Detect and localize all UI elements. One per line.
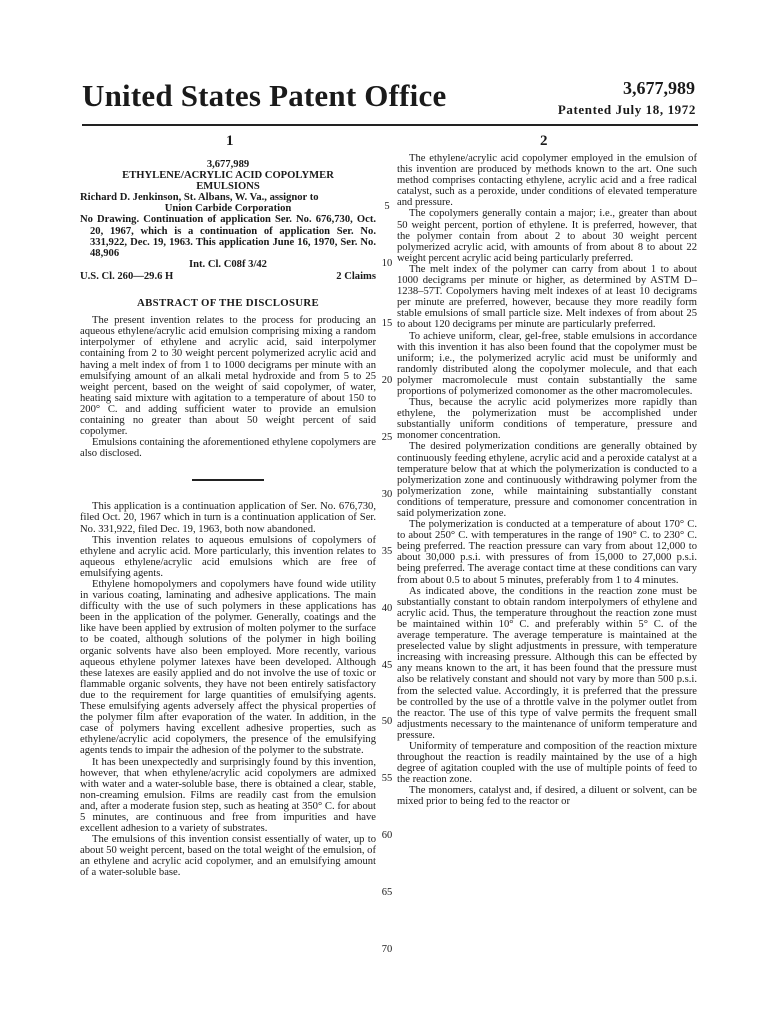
line-number: 60: [381, 830, 393, 841]
line-number: 40: [381, 603, 393, 614]
column-number-right: 2: [540, 133, 548, 149]
body-paragraph: Uniformity of temperature and composition of the reaction mixture throughout the reaction is readily maintained by the use of a high degree of agitation coupled with the use of multiple points of feed to the reaction zone.: [397, 740, 697, 786]
body-paragraph: The emulsions of this invention consist essentially of water, up to about 50 weight percent, based on the total weight of the emulsion, of an ethylene and acrylic acid copolymer, and an emulsifying amount of a water-soluble base.: [80, 834, 376, 879]
line-number: 50: [381, 716, 393, 727]
line-number: 70: [381, 944, 393, 955]
body-paragraph: The melt index of the polymer can carry from about 1 to about 1000 decigrams per minute or higher, as determined by ASTM D–1238–57T. Copolymers having melt indexes of at least 10 decigrams per minute are preferred, however, because they more readily form stable emulsions of small particle size. Melt indexes of from about 25 to about 120 decigrams per minute are particularly preferred.: [397, 263, 697, 331]
line-number: 30: [381, 489, 393, 500]
body-paragraph: This invention relates to aqueous emulsions of copolymers of ethylene and acrylic acid. More particularly, this invention relates to aqueous ethylene/acrylic acid emulsions which are free of emulsifying agents.: [80, 534, 376, 579]
front-us-cl: U.S. Cl. 260—29.6 H: [80, 270, 174, 282]
body-paragraph: It has been unexpectedly and surprisingly found by this invention, however, that when ethylene/acrylic acid copolymers are admixed with water and a water-soluble base, there is obtained a clear, stable, non-creaming emulsion. Films are readily cast from the emulsion and, after a moderate fusion step, such as heating at 350° C. for about 5 minutes, are continuous and free from impurities and have excellent adhesion to a variety of substrates.: [80, 756, 376, 835]
front-inventor: Richard D. Jenkinson, St. Albans, W. Va., assignor to: [80, 192, 319, 204]
header-office-title: United States Patent Office: [82, 78, 447, 113]
line-number: 10: [381, 258, 393, 269]
front-title-line-2: EMULSIONS: [196, 181, 260, 193]
body-paragraph: As indicated above, the conditions in the reaction zone must be substantially constant to obtain random interpolymers of ethylene and acrylic acid. Thus, the temperature throughout the reaction zone must be maintained within 10° C. and preferably within 5° C. of the average temperature. The average temperature is maintained at the preselected value by slight adjustments in pressure, with temperature increasing with increasing pressure. Although this can be effected by any means known to the art, it has been found that the pressure must also be relatively constant and should not vary by more than 500 p.s.i. from the selected value. Accordingly, it is preferred that the pressure be controlled by the use of a throttle valve in the polymer outlet from the reactor. The use of this type of valve permits the frequent small adjustments necessary to the maintenance of uniform temperature and pressure.: [397, 585, 697, 741]
line-number: 20: [381, 375, 393, 386]
body-paragraph: To achieve uniform, clear, gel-free, stable emulsions in accordance with this invention it has also been found that the copolymer must be uniform; i.e., the polymerized acrylic acid must be uniformly and randomly distributed along the copolymer molecule, and that each polymer macromolecule must contain substantially the same proportions of polymerized comonomer as the other macromolecules.: [397, 330, 697, 397]
body-paragraph: The monomers, catalyst and, if desired, a diluent or solvent, can be mixed prior to being fed to the reactor or: [397, 785, 697, 808]
body-paragraph: Ethylene homopolymers and copolymers have found wide utility in various coating, laminating and adhesive applications. The main difficulty with the use of such polymers in these applications has been in the application of the polymer. Generally, coatings and the like have been applied by extrusion of molten polymer to the surface to be coated, although solutions of the polymer in high boiling organic solvents have also been employed. More recently, various aqueous ethylene polymer latexes have been developed. Although these latexes are easily applied and do not involve the use of toxic or flammable organic solvents, they have not been entirely satisfactory due to the requirement for large quantities of emulsifying agents. These emulsifying agents adversely affect the physical properties of the polymer film after evaporation of the water. In addition, in the case of polymers having excellent adhesive properties, such as ethylene/acrylic acid copolymers, the presence of the emulsifying agents tends to impair the adhesion of the polymer to the substrate.: [80, 579, 376, 757]
body-paragraph: The polymerization is conducted at a temperature of about 170° C. to about 250° C. with temperatures in the range of 190° C. to 230° C. being preferred. The reaction pressure can vary from about 12,000 to about 30,000 p.s.i. with pressures of from 15,000 to 27,000 p.s.i. being preferred. The average contact time at these conditions can vary from about 0.5 to about 5 minutes, preferably from 1 to 4 minutes.: [397, 519, 697, 586]
body-paragraph: The copolymers generally contain a major; i.e., greater than about 50 weight percent, portion of ethylene. It is preferred, however, that the polymer contain from about 2 to about 30 weight percent polymerized acrylic acid, with amounts of from about 8 to about 22 weight percent acrylic acid being particularly preferred.: [397, 208, 697, 264]
abstract-heading: ABSTRACT OF THE DISCLOSURE: [137, 297, 319, 310]
body-paragraph: The ethylene/acrylic acid copolymer employed in the emulsion of this invention are produced by methods known to the art. One such method comprises contacting ethylene, acrylic acid and a free radical catalyst, such as a peroxide, under conditions of elevated temperature and pressure.: [397, 153, 697, 209]
abstract-paragraph: The present invention relates to the process for producing an aqueous ethylene/acrylic acid emulsion comprising mixing a random interpolymer of ethylene and acrylic acid, said interpolymer containing from 2 to 30 weight percent polymerized acrylic acid and having a melt index of from 1 to 1000 decigrams per minute with an emulsifying amount of an alkali metal hydroxide and from 5 to 25 weight percent, based on the weight of said copolymer, of water, heating said mixture with agitation to a temperature of about 150 to 200° C. and adding sufficient water to provide an emulsion containing no greater than about 50 weight percent of said copolymer.: [80, 315, 376, 438]
abstract-paragraph: Emulsions containing the aforementioned ethylene copolymers are also disclosed.: [80, 437, 376, 460]
front-filing: No Drawing. Continuation of application Ser. No. 676,730, Oct. 20, 1967, which is a continuation of application Ser. No. 331,922, Dec. 19, 1963. This application June 16, 1970, Ser. No. 48,906: [80, 214, 376, 259]
line-number: 65: [381, 887, 393, 898]
body-paragraph: Thus, because the acrylic acid polymerizes more rapidly than ethylene, the polymerization must be accomplished under substantially uniform conditions of temperature, pressure and monomer concentration.: [397, 397, 697, 442]
column-number-left: 1: [226, 133, 234, 149]
section-separator: [192, 479, 264, 481]
front-number: 3,677,989: [206, 159, 250, 170]
front-int-cl: Int. Cl. C08f 3/42: [189, 258, 267, 270]
patent-number: 3,677,989: [623, 78, 695, 98]
front-assignee: Union Carbide Corporation: [164, 203, 292, 215]
line-number: 25: [381, 432, 393, 443]
body-paragraph: This application is a continuation application of Ser. No. 676,730, filed Oct. 20, 1967 which in turn is a continuation application of Ser. No. 331,922, filed Dec. 19, 1963, both now abandoned.: [80, 501, 376, 535]
line-number: 15: [381, 318, 393, 329]
header-rule: [82, 124, 698, 126]
body-paragraph: The desired polymerization conditions are generally obtained by continuously feeding ethylene, acrylic acid and a peroxide catalyst at a temperature below that at which the polymerization is conducted to a polymerization zone and continuously withdrawing polymer from the polymerization zone, while maintaining substantially constant conditions of temperature, pressure and comonomer concentration in said polymerization zone.: [397, 441, 697, 519]
line-number: 5: [384, 201, 390, 212]
front-claims: 2 Claims: [336, 270, 376, 282]
line-number: 45: [381, 660, 393, 671]
right-column: [397, 153, 697, 808]
left-column: [80, 159, 376, 879]
line-number: 55: [381, 773, 393, 784]
patent-date: Patented July 18, 1972: [557, 102, 696, 117]
front-title-line-1: ETHYLENE/ACRYLIC ACID COPOLYMER: [122, 170, 334, 182]
front-classification-row: [80, 271, 376, 282]
line-number: 35: [381, 546, 393, 557]
